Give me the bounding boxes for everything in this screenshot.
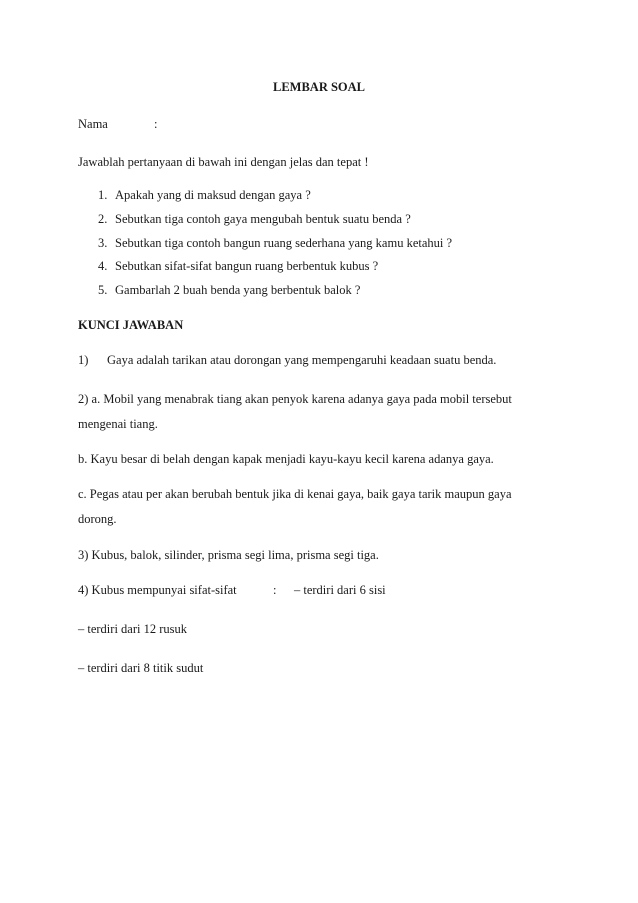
question-text: Sebutkan sifat-sifat bangun ruang berbentuk kubus ? xyxy=(115,259,379,273)
question-number: 4. xyxy=(98,259,108,273)
answer-4-label: 4) Kubus mempunyai sifat-sifat xyxy=(78,583,237,597)
question-number: 3. xyxy=(98,236,108,250)
question-text: Sebutkan tiga contoh gaya mengubah bentuk suatu benda ? xyxy=(115,212,411,226)
name-label: Nama xyxy=(78,117,108,131)
answer-4-property: – terdiri dari 12 rusuk xyxy=(78,622,188,636)
page-title: LEMBAR SOAL xyxy=(272,80,366,94)
question-text: Apakah yang di maksud dengan gaya ? xyxy=(115,188,311,202)
answer-2a-line-2: mengenai tiang. xyxy=(78,417,158,431)
answer-2c-line-1: c. Pegas atau per akan berubah bentuk jika di kenai gaya, baik gaya tarik maupun gaya xyxy=(78,487,512,501)
answer-text: Gaya adalah tarikan atau dorongan yang mempengaruhi keadaan suatu benda. xyxy=(107,353,497,367)
question-number: 1. xyxy=(98,188,108,202)
question-text: Sebutkan tiga contoh bangun ruang sederhana yang kamu ketahui ? xyxy=(115,236,453,250)
question-text: Gambarlah 2 buah benda yang berbentuk balok ? xyxy=(115,283,361,297)
answer-2a-line-1: 2) a. Mobil yang menabrak tiang akan penyok karena adanya gaya pada mobil tersebut xyxy=(78,392,512,406)
name-colon: : xyxy=(154,117,158,131)
answer-4-property: – terdiri dari 6 sisi xyxy=(294,583,386,597)
answer-key-title: KUNCI JAWABAN xyxy=(78,318,184,332)
answer-2c-line-2: dorong. xyxy=(78,512,117,526)
answer-2b: b. Kayu besar di belah dengan kapak menjadi kayu-kayu kecil karena adanya gaya. xyxy=(78,452,494,466)
instruction-text: Jawablah pertanyaan di bawah ini dengan jelas dan tepat ! xyxy=(78,155,369,169)
question-number: 2. xyxy=(98,212,108,226)
answer-3: 3) Kubus, balok, silinder, prisma segi lima, prisma segi tiga. xyxy=(78,548,379,562)
question-number: 5. xyxy=(98,283,108,297)
answer-4-colon: : xyxy=(273,583,277,597)
answer-4-property: – terdiri dari 8 titik sudut xyxy=(78,661,204,675)
answer-number: 1) xyxy=(78,353,89,367)
